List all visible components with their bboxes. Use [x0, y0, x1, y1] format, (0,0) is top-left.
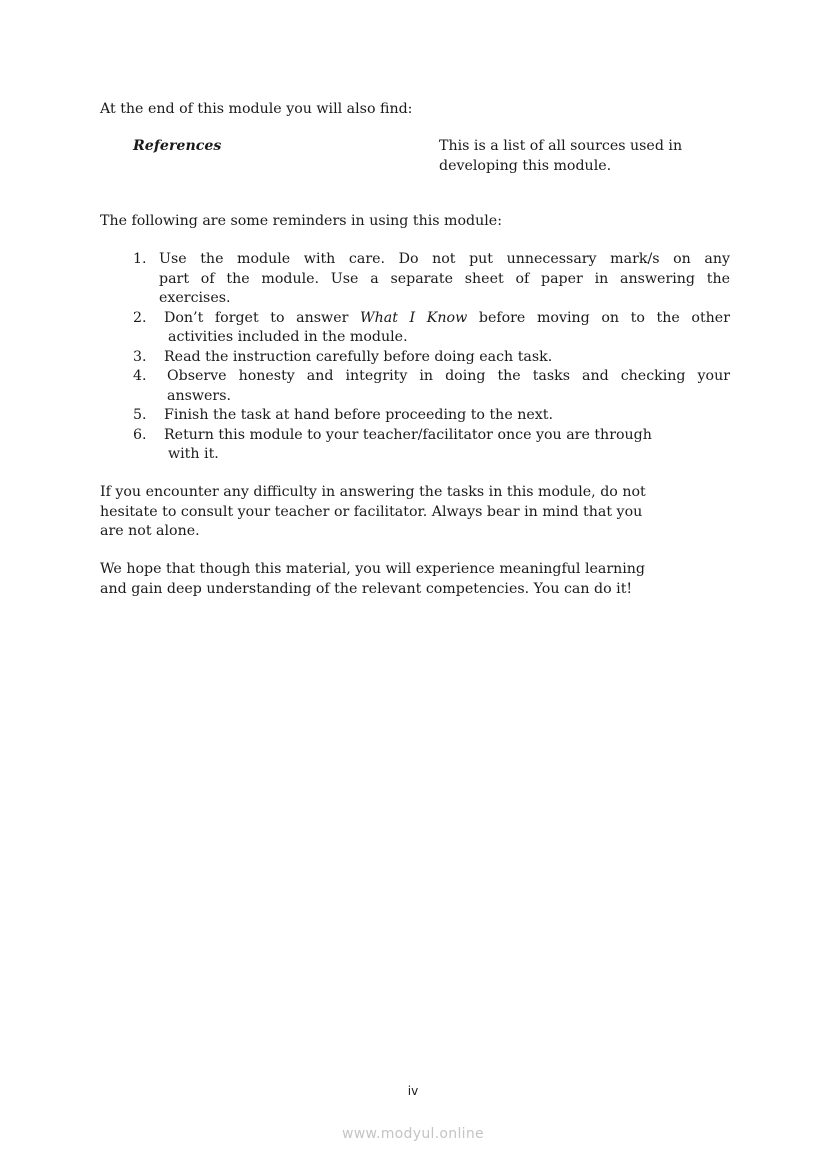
text-line: This is a list of all sources used in — [439, 138, 683, 154]
closing-paragraph — [100, 560, 645, 599]
text-line: answers. — [167, 387, 231, 404]
references-description — [439, 137, 682, 176]
text-line: developing this module. — [439, 157, 612, 174]
list-item — [133, 309, 730, 348]
text: Don’t forget to answer — [164, 309, 361, 326]
item-number: 2. — [133, 309, 147, 326]
list-item — [133, 250, 730, 309]
text-line: part of the module. Use a separate sheet of paper in answering the — [159, 270, 730, 287]
text-line: and gain deep understanding of the relevant competencies. You can do it! — [100, 580, 633, 597]
text-line: with it. — [168, 446, 219, 462]
item-number: 5. — [133, 407, 147, 423]
reminders-heading: The following are some reminders in using this module: — [100, 213, 502, 229]
text-line: Read the instruction carefully before doing each task. — [164, 348, 553, 365]
list-item — [133, 406, 730, 426]
references-term: References — [133, 138, 222, 154]
reminders-list — [133, 250, 730, 465]
list-item — [133, 426, 730, 465]
page-number: iv — [407, 1084, 419, 1098]
intro-text — [100, 100, 412, 120]
list-item — [133, 348, 730, 368]
intro-line: At the end of this module you will also find: — [100, 101, 413, 117]
text-line: Finish the task at hand before proceeding to the next. — [164, 407, 553, 423]
text-line: Use the module with care. Do not put unnecessary mark/s on any — [159, 251, 730, 267]
item-number: 1. — [133, 251, 147, 267]
text-line: We hope that though this material, you will experience meaningful learning — [100, 561, 646, 577]
text-line: are not alone. — [100, 523, 200, 539]
list-item — [133, 367, 730, 406]
text-line: hesitate to consult your teacher or facilitator. Always bear in mind that you — [100, 503, 643, 520]
text-line: If you encounter any difficulty in answering the tasks in this module, do not — [100, 484, 646, 500]
item-number: 4. — [133, 368, 147, 384]
text-line — [164, 309, 730, 329]
difficulty-paragraph — [100, 483, 646, 542]
text-line: Observe honesty and integrity in doing the tasks and checking your — [167, 368, 730, 384]
text-line: activities included in the module. — [168, 329, 408, 345]
item-number: 6. — [133, 426, 147, 443]
watermark: www.modyul.online — [342, 1126, 484, 1142]
item-number: 3. — [133, 348, 147, 365]
text: before moving on to the other — [467, 309, 730, 326]
text-line: Return this module to your teacher/facilitator once you are through — [164, 426, 652, 443]
text-line: exercises. — [159, 290, 231, 306]
emphasis-text: What I Know — [360, 309, 468, 326]
